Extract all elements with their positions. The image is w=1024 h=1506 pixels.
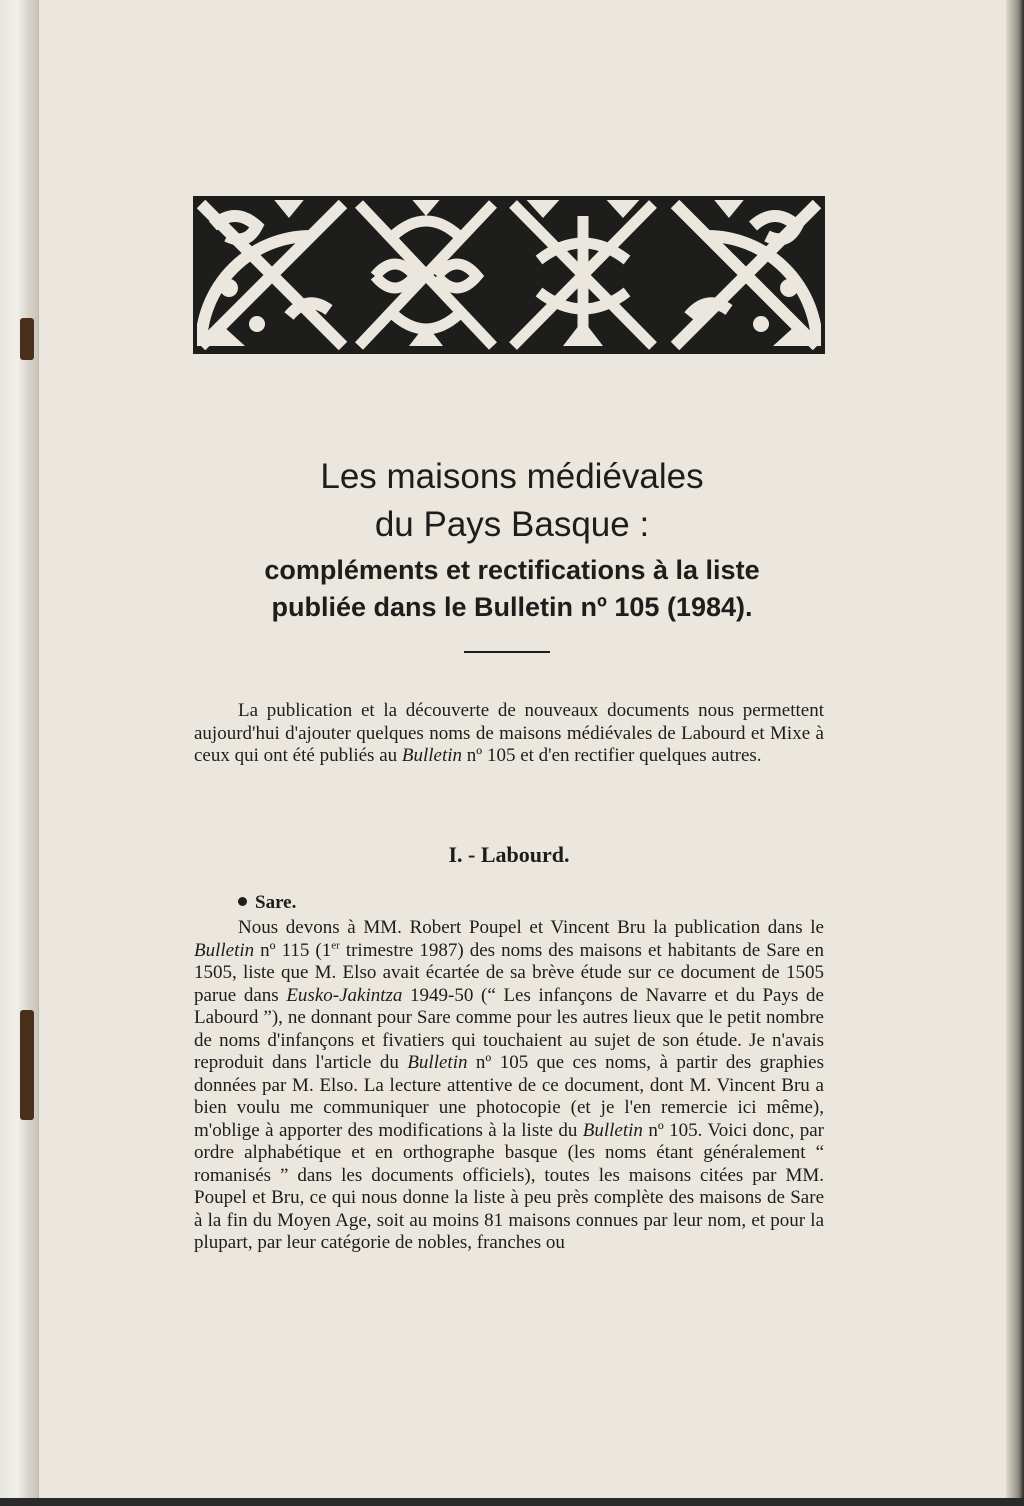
article-subtitle-line-1: compléments et rectifications à la liste — [264, 555, 760, 585]
intro-text-b: nº 105 et d'en rectifier quelques autres. — [462, 745, 762, 766]
sare-superscript: er — [331, 939, 340, 952]
article-title-line-2: du Pays Basque : — [374, 505, 650, 544]
basque-geometric-frieze-icon — [193, 196, 825, 354]
sare-text-3: trimestre 1987) des noms des maisons et habitants de Sare en 1505, liste que M. Elso avait écartée de sa brève étude sur ce document de 1505 parue dans — [194, 939, 824, 1006]
sare-italic-2: Eusko-Jakintza — [286, 984, 403, 1006]
sare-text-2: nº 115 (1 — [254, 939, 332, 961]
intro-italic: Bulletin — [401, 745, 463, 766]
article-subtitle-line-2: publiée dans le Bulletin nº 105 (1984). — [271, 592, 753, 622]
sare-heading-text: Sare. — [255, 892, 297, 913]
sare-text-4: 1949-50 (“ Les infançons de Navarre et du Pays de Labourd ”), ne donnant pour Sare comme pour les autres lieux que le petit nombre de noms d'infançons et fivatiers qui touchaient au sujet de son étude. Je n'avais reproduit dans l'article du — [194, 984, 824, 1073]
page-bottom-edge — [0, 1498, 1024, 1506]
sare-heading — [238, 891, 296, 915]
title-divider — [464, 651, 550, 653]
section-heading: I. - Labourd. — [448, 842, 570, 867]
binding-edge — [0, 0, 39, 1506]
staple-bottom — [20, 1010, 34, 1120]
page-right-edge — [1006, 0, 1024, 1506]
sare-italic-3: Bulletin — [407, 1052, 468, 1073]
sare-text-1: Nous devons à MM. Robert Poupel et Vincent Bru la publication dans le — [238, 917, 824, 938]
staple-top — [20, 318, 34, 360]
sare-text-6: nº 105. Voici donc, par ordre alphabétique et en orthographe basque (les noms étant généralement “ romanisés ” dans les documents officiels), toutes les maisons citées par MM. Poupel et Bru, ce qui nous donne la liste à peu près complète des maisons de Sare à la fin du Moyen Age, soit au moins 81 maisons connues par leur nom, et pour la plupart, par leur catégorie de nobles, franches ou — [194, 1119, 824, 1253]
sare-italic-4: Bulletin — [582, 1119, 643, 1141]
sare-paragraph — [194, 917, 824, 1255]
intro-paragraph — [194, 700, 824, 768]
sare-italic-1: Bulletin — [194, 939, 255, 961]
bullet-icon — [238, 897, 247, 906]
article-title-line-1: Les maisons médiévales — [320, 457, 704, 496]
sare-text-5: nº 105 que ces noms, à partir des graphies données par M. Elso. La lecture attentive de ce document, dont M. Vincent Bru a bien voulu me communiquer une photocopie (et je l'en remercie ici même), m'oblige à apporter des modifications à la liste du — [194, 1052, 825, 1141]
intro-text-a: La publication et la découverte de nouveaux documents nous permettent aujourd'hui d'ajouter quelques noms de maisons médiévales de Labourd et Mixe à ceux qui ont été publiés au — [194, 700, 824, 766]
